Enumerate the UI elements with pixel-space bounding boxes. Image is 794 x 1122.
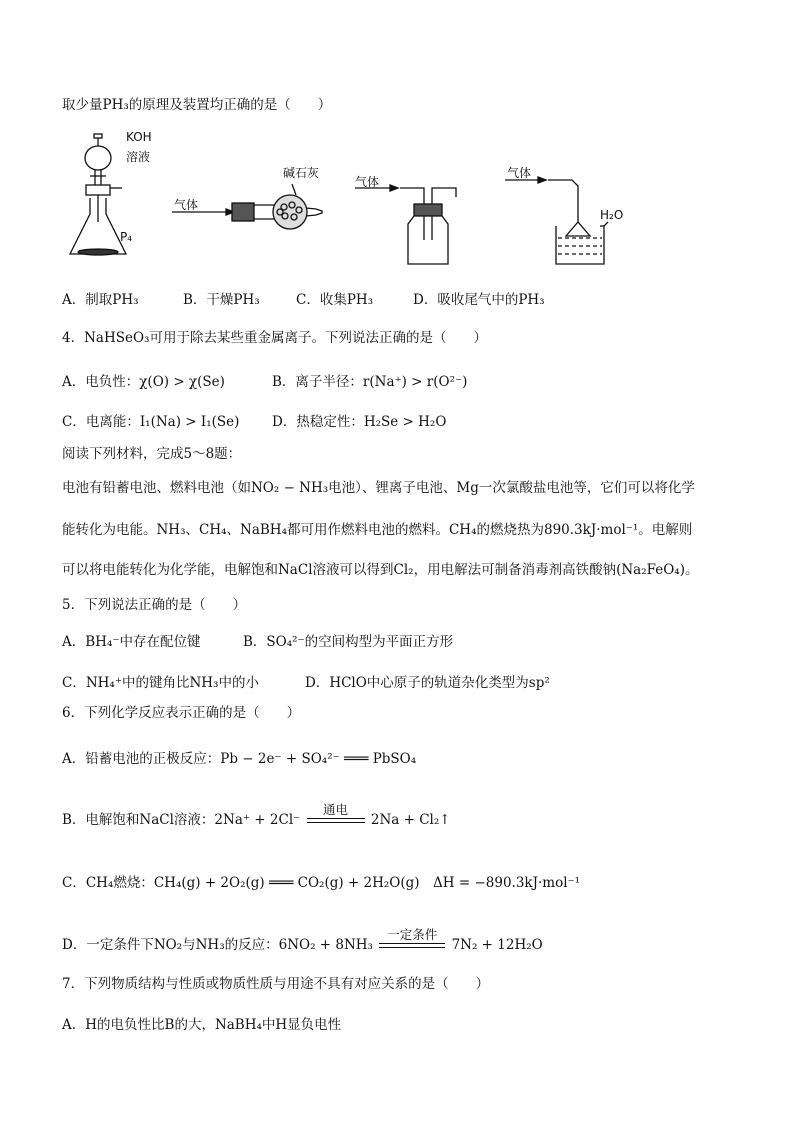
q7-stem: 7．下列物质结构与性质或物质性质与用途不具有对应关系的是（ ） [62,976,490,992]
material-paragraph-2: 能转化为电能。NH₃、CH₄、NaBH₄都可用作燃料电池的燃料。CH₄的燃烧热为890.3kJ·mol⁻¹。电解则 [62,522,693,538]
q6-d-condition: 一定条件 [387,926,438,942]
q7-option-a: A．H的电负性比B的大，NaBH₄中H显负电性 [62,1017,342,1033]
gas-bottle [355,185,456,264]
q4-option-b: B．离子半径：r(Na⁺) > r(O²⁻) [272,374,468,390]
q3-option-c: C．收集PH₃ [296,292,374,308]
label-koh: KOH [126,130,152,144]
reaction-condition-arrow [377,926,447,953]
q4-option-d: D．热稳定性：H₂Se > H₂O [272,414,447,430]
q3-option-a: A．制取PH₃ [62,292,139,308]
apparatus-figure [0,0,794,300]
q6-stem: 6．下列化学反应表示正确的是（ ） [62,705,301,721]
q6-option-c: C．CH₄燃烧：CH₄(g) + 2O₂(g) ═══ CO₂(g) + 2H₂O(g) ΔH = −890.3kJ·mol⁻¹ [62,875,581,891]
q6-option-a: A．铅蓄电池的正极反应：Pb − 2e⁻ + SO₄²⁻ ═══ PbSO₄ [62,751,417,767]
label-h2o: H₂O [600,208,624,222]
label-gas-d: 气体 [507,166,532,180]
material-paragraph-3: 可以将电能转化为化学能，电解饱和NaCl溶液可以得到Cl₂，用电解法可制备消毒剂高铁酸钠(Na₂FeO₄)。 [62,562,699,578]
material-paragraph-1: 电池有铅蓄电池、燃料电池（如NO₂ − NH₃电池）、锂离子电池、Mg一次氯酸盐电池等，它们可以将化学 [62,480,695,496]
material-intro: 阅读下列材料，完成5～8题： [62,446,242,462]
reaction-condition-arrow [305,801,367,828]
label-p4: P₄ [120,230,133,244]
q6-d-reactants: D．一定条件下NO₂与NH₃的反应：6NO₂ + 8NH₃ [62,937,373,953]
q5-option-d: D．HClO中心原子的轨道杂化类型为sp² [305,675,550,691]
q3-stem: 取少量PH₃的原理及装置均正确的是（ ） [62,97,332,113]
q4-option-a: A．电负性：χ(O) > χ(Se) [62,374,225,390]
q4-stem: 4．NaHSeO₃可用于除去某些重金属离子。下列说法正确的是（ ） [62,330,487,346]
q6-option-d [62,926,543,953]
absorption-beaker [505,177,608,264]
label-gas-c: 气体 [355,175,380,189]
q5-option-b: B．SO₄²⁻的空间构型为平面正方形 [243,634,454,650]
q6-option-b [62,801,451,828]
q6-b-products: 2Na + Cl₂↑ [370,812,451,828]
q5-option-c: C．NH₄⁺中的键角比NH₃中的小 [62,675,259,691]
label-gas-b: 气体 [174,198,199,212]
q6-b-reactants: B．电解饱和NaCl溶液：2Na⁺ + 2Cl⁻ [62,812,301,828]
q6-d-products: 7N₂ + 12H₂O [451,937,543,953]
q3-option-d: D．吸收尾气中的PH₃ [413,292,545,308]
label-soda-lime: 碱石灰 [283,166,320,180]
q3-option-b: B．干燥PH₃ [183,292,260,308]
flask-apparatus [70,134,126,255]
q5-stem: 5．下列说法正确的是（ ） [62,597,247,613]
label-koh-solution: 溶液 [126,150,151,164]
q4-option-c: C．电离能：I₁(Na) > I₁(Se) [62,414,240,430]
q5-option-a: A．BH₄⁻中存在配位键 [62,634,201,650]
q6-b-condition: 通电 [323,801,349,817]
